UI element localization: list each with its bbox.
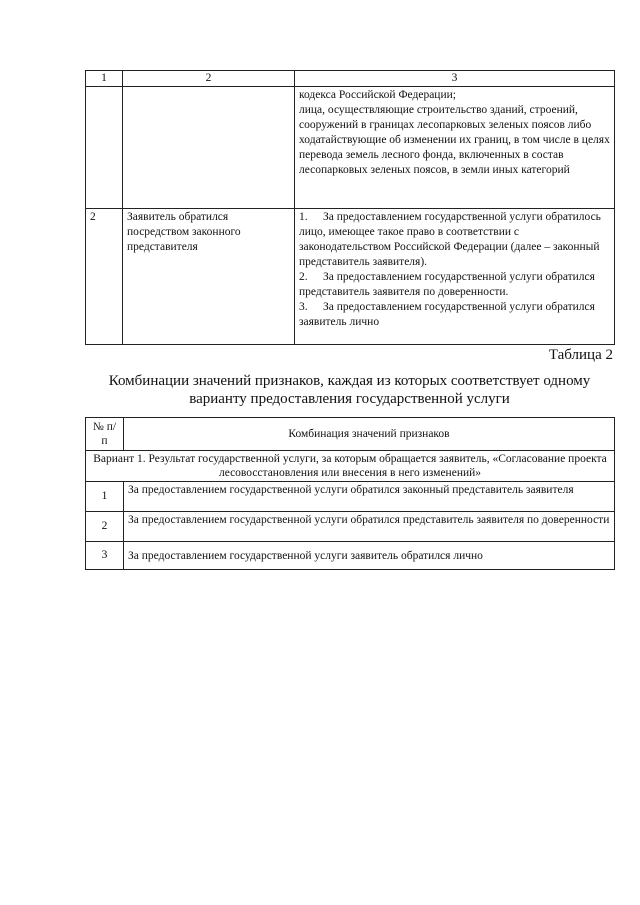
table-row [86,87,615,209]
value-line: кодекса Российской Федерации; [299,89,456,101]
row-number: 2 [86,512,124,542]
table-header-row [86,418,615,451]
column-header-combination: Комбинация значений признаков [124,418,615,451]
list-item [299,210,610,270]
list-item [299,300,610,330]
column-header: 1 [86,71,123,87]
table-caption-label: Таблица 2 [548,347,613,363]
combinations-table [85,417,615,570]
row-number [86,87,123,209]
column-header-number: № п/п [86,418,124,451]
table-row [86,209,615,345]
row-number: 2 [86,209,123,345]
list-item [299,270,610,300]
variant-row [86,451,615,482]
item-text: За предоставлением государственной услуги обратился представитель заявителя по доверенности. [299,271,595,298]
criterion-label: Заявитель обратился посредством законного представителя [123,209,295,345]
criterion-values [295,87,615,209]
table-row [86,542,615,570]
criteria-table [85,70,615,345]
combination-text: За предоставлением государственной услуги обратился представитель заявителя по доверенности [124,512,615,542]
table-title: Комбинации значений признаков, каждая из которых соответствует одному варианту предоставления государственной услуги [108,373,591,407]
item-text: За предоставлением государственной услуги обратилось лицо, имеющее такое право в соответствии с законодательством Российской Федерации (далее – законный представитель заявителя). [299,211,601,268]
value-line: лица, осуществляющие строительство зданий, строений, сооружений в границах лесопарковых зеленых поясов либо ходатайствующие об изменении их границ, в том числе в целях перевода земель лесного фонда, включенных в состав лесопарковых зеленых поясов, в земли иных категорий [299,104,610,176]
table-row [86,512,615,542]
item-number: 3. [299,301,308,313]
column-header: 2 [123,71,295,87]
criterion-label [123,87,295,209]
table-row [86,482,615,512]
combination-text: За предоставлением государственной услуги заявитель обратился лично [124,542,615,570]
column-header: 3 [295,71,615,87]
item-number: 1. [299,211,308,223]
row-number: 3 [86,542,124,570]
item-text: За предоставлением государственной услуги обратился заявитель лично [299,301,595,328]
row-number: 1 [86,482,124,512]
combination-text: За предоставлением государственной услуги обратился законный представитель заявителя [124,482,615,512]
variant-heading: Вариант 1. Результат государственной услуги, за которым обращается заявитель, «Согласование проекта лесовосстановления или внесения в него изменений» [86,451,615,482]
table-header-row [86,71,615,87]
criterion-values [295,209,615,345]
item-number: 2. [299,271,308,283]
